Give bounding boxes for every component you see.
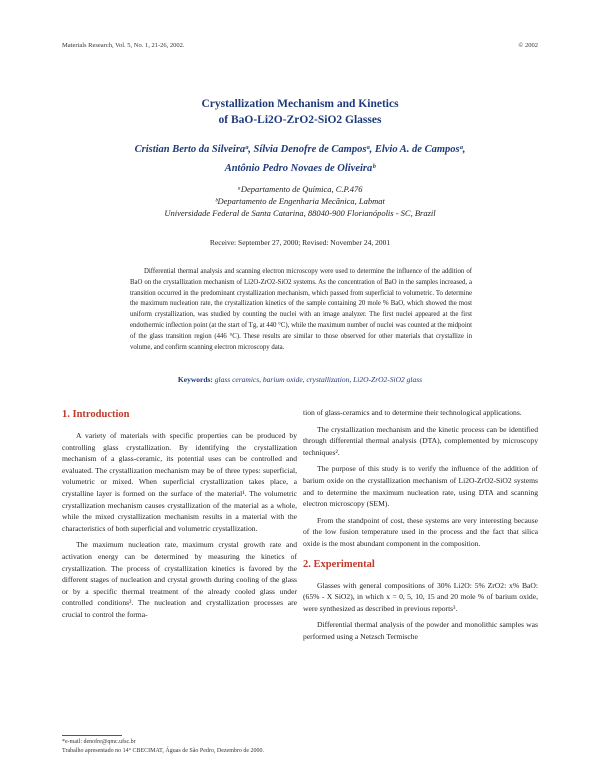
left-column — [62, 408, 297, 626]
intro-paragraph-5: The purpose of this study is to verify the influence of the addition of barium oxide on the crystallization mechanism of Li2O-ZrO2-SiO2 systems and to determine the maximum nucleation rate, using DTA and scanning electron microscopy (SEM). — [303, 464, 538, 509]
section-heading-experimental: 2. Experimental — [303, 558, 375, 570]
journal-citation: Materials Research, Vol. 5, No. 1, 21-26, 2002. — [62, 42, 185, 49]
footnote-note: Trabalho apresentado no 14° CBECIMAT, Águas de São Pedro, Dezembro de 2000. — [62, 747, 265, 754]
footnote-divider — [62, 735, 122, 736]
footnote-email: *e-mail: denofre@qmc.ufsc.br — [62, 739, 136, 745]
affiliations — [0, 183, 600, 219]
paper-title — [0, 96, 600, 128]
keywords-text: glass ceramics, barium oxide, crystallization, Li2O-ZrO2-SiO2 glass — [214, 375, 423, 384]
copyright: © 2002 — [518, 42, 538, 49]
author-list — [0, 140, 600, 178]
keywords-label: Keywords: — [177, 375, 213, 384]
received-dates: Receive: September 27, 2000; Revised: November 24, 2001 — [209, 238, 391, 247]
title-line-2: of BaO-Li2O-ZrO2-SiO2 Glasses — [218, 114, 382, 126]
experimental-paragraph-2: Differential thermal analysis of the powder and monolithic samples was performed using a Netzsch Termische — [303, 620, 538, 641]
authors-line-2: Antônio Pedro Novaes de Oliveiraᵇ — [224, 163, 376, 174]
intro-paragraph-4: The crystallization mechanism and the kinetic process can be identified through differential thermal analysis (DTA), complemented by microscopy techniques². — [303, 424, 538, 457]
experimental-paragraph-1: Glasses with general compositions of 30% Li2O: 5% ZrO2: x% BaO: (65% - X SiO2), in which x = 0, 5, 10, 15 and 20 mole % of barium oxide, were synthesized as described in previous reports³. — [303, 580, 538, 613]
intro-paragraph-2: The maximum nucleation rate, maximum crystal growth rate and activation energy can be determined by measuring the kinetics of crystallization. The process of crystallization kinetics is favored by the different stages of nucleation and crystal growth during cooling of the glass or by a specific thermal treatment of the already cooled glass under controlled conditions². The nucleation and crystallization processes are crucial to control the forma- — [62, 540, 297, 619]
intro-paragraph-1: A variety of materials with specific properties can be produced by controlling glass crystallization. By identifying the crystallization mechanism of a glass-ceramic, its potential uses can be controlled and evaluated. The crystallization mechanism may be of three types: superficial, volumetric or mixed. When superficial crystallization takes place, a crystalline layer is formed on the surface of the material¹. The volumetric crystallization mechanism causes crystallization of the material as a whole, while the mixed crystallization mechanism results in a material with the characteristics of both superficial and volumetric crystallization. — [62, 431, 297, 533]
footnote — [62, 738, 297, 755]
section-heading-introduction: 1. Introduction — [62, 409, 130, 420]
title-line-1: Crystallization Mechanism and Kinetics — [201, 98, 399, 110]
intro-paragraph-6: From the standpoint of cost, these systems are very interesting because of the low fusion temperature used in the process and the fact that silica oxide is the most abundant component in the composition. — [303, 515, 538, 548]
keywords — [0, 375, 600, 384]
intro-paragraph-3: tion of glass-ceramics and to determine their technological applications. — [303, 408, 522, 417]
affiliation-a: ᵃDepartamento de Química, C.P.476 — [237, 184, 363, 194]
abstract: Differential thermal analysis and scanning electron microscopy were used to determine the influence of the addition of BaO on the crystallization mechanism of Li2O-ZrO2-SiO2 systems. As the concentration of BaO in the samples increased, a transition occurred in the predominant crystallization mechanism, which passed from superficial to volumetric. To determine the maximum nucleation rate, the crystallization kinetics of the sample containing 20 mole % BaO, which showed the most uniform crystallization, was studied by counting the nuclei with an image analyzer. The first nuclei appeared at the first endothermic inflection point (at the start of Tg, at 440 °C), while the maximum number of nuclei was counted at the midpoint of the glass transition region (446 °C). These results are similar to those observed for other materials that crystallize in volume, and confirm scanning electron microscopy data. — [130, 268, 472, 351]
authors-line-1: Cristian Berto da Silveiraᵃ, Sílvia Denofre de Camposᵃ, Elvio A. de Camposᵃ, — [134, 144, 466, 155]
right-column — [303, 407, 538, 648]
affiliation-university: Universidade Federal de Santa Catarina, 88040-900 Florianópolis - SC, Brazil — [164, 208, 436, 218]
affiliation-b: ᵇDepartamento de Engenharia Mecânica, Labmat — [215, 196, 385, 206]
